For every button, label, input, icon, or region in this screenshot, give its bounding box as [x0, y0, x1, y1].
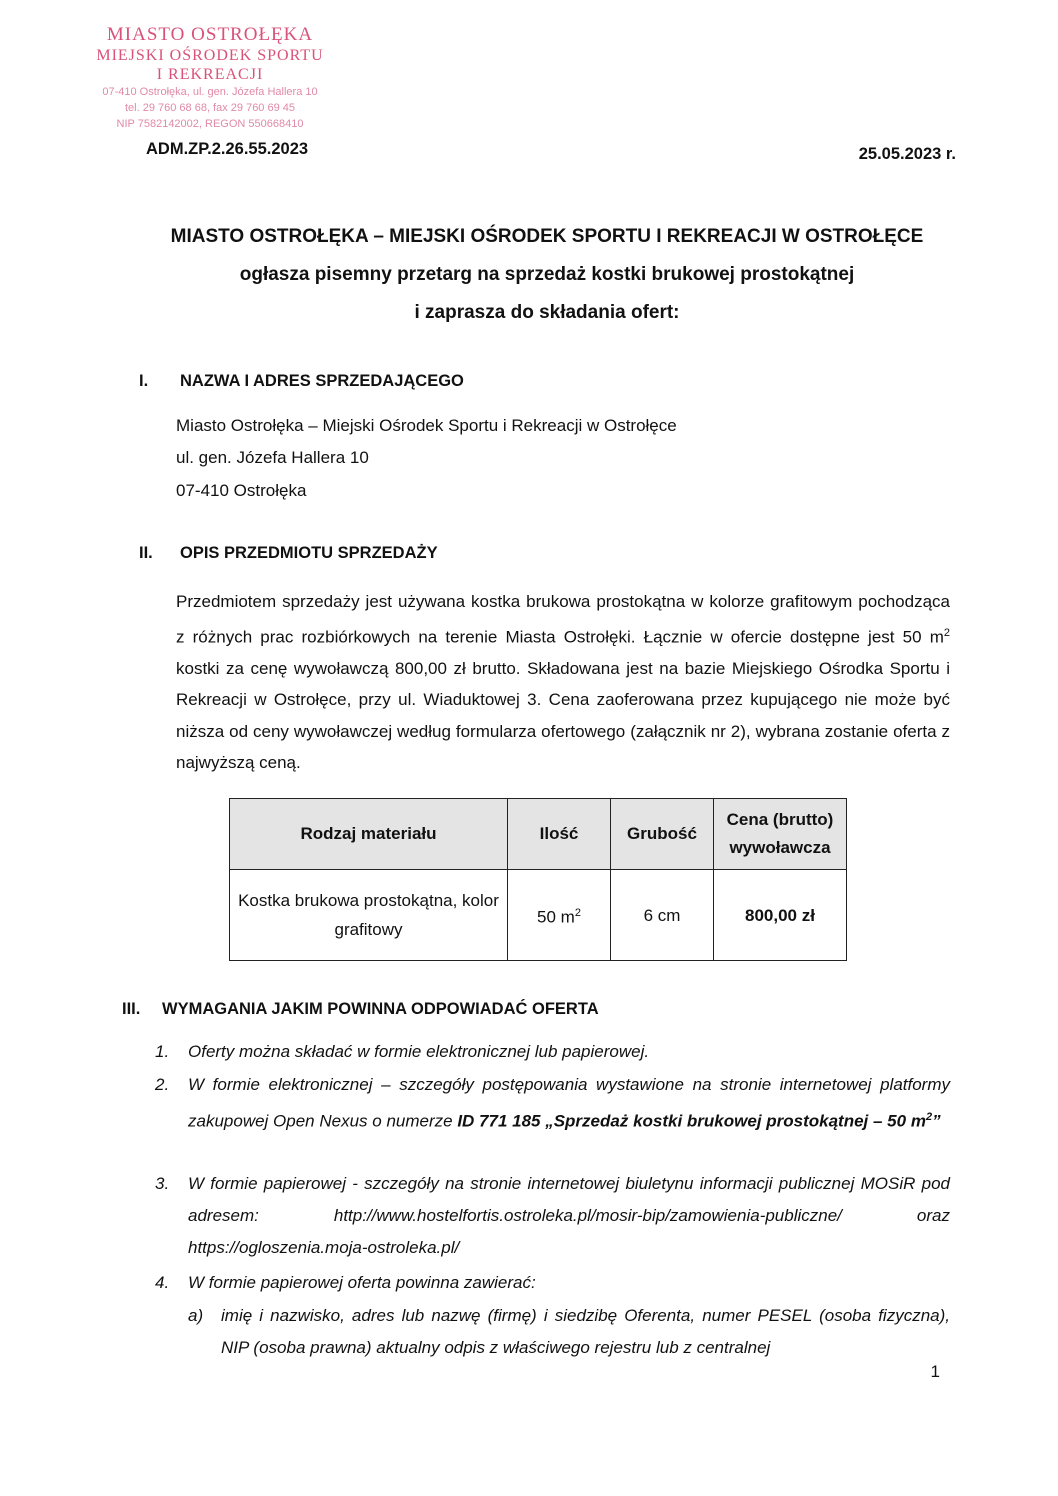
table-header: Cena (brutto) wywoławcza — [714, 799, 847, 870]
list-item-text-part: W formie elektronicznej – szczegóły postępowania wystawione na stronie internetowej platformy zakupowej Open Nexus o numerze — [188, 1075, 950, 1131]
stamp-line: MIEJSKI OŚRODEK SPORTU — [96, 47, 324, 64]
document-subtitle: ogłasza pisemny przetarg na sprzedaż kostki brukowej prostokątnej — [239, 264, 855, 285]
list-item — [155, 1036, 950, 1068]
list-number: 4. — [155, 1273, 170, 1292]
sub-list-item-text: imię i nazwisko, adres lub nazwę (firmę) i siedzibę Oferenta, numer PESEL (osoba fizyczna), NIP (osoba prawna) aktualny odpis z właściwego rejestru lub z centralnej — [221, 1306, 950, 1357]
list-number: 2. — [155, 1075, 170, 1094]
table-header: Grubość — [611, 799, 714, 870]
section-number: I. — [139, 372, 149, 390]
paragraph-text: Przedmiotem sprzedaży jest używana kostka brukowa prostokątna w kolorze grafitowym pochodząca z różnych prac rozbiórkowych na terenie Miasta Ostrołęki. Łącznie w ofercie dostępne jest 50 m — [176, 592, 950, 647]
superscript: 2 — [574, 906, 581, 919]
section-heading: OPIS PRZEDMIOTU SPRZEDAŻY — [180, 544, 438, 562]
table-cell-thickness: 6 cm — [611, 870, 714, 961]
document-date: 25.05.2023 r. — [858, 145, 956, 163]
closing-quote: ” — [932, 1111, 941, 1131]
list-item — [155, 1168, 950, 1264]
page-number: 1 — [930, 1362, 940, 1381]
list-number: 3. — [155, 1174, 170, 1193]
reference-number: ADM.ZP.2.26.55.2023 — [146, 140, 309, 158]
table-header-row — [230, 799, 847, 870]
list-item-text: W formie papierowej - szczegóły na stronie internetowej biuletynu informacji publicznej MOSiR pod adresem: http://www.hostelfortis.ostroleka.pl/mosir-bip/zamowienia-publiczne/ oraz https://ogloszenia.moja-ostroleka.pl/ — [188, 1174, 950, 1257]
paragraph-text: kostki za cenę wywoławczą 800,00 zł brutto. Składowana jest na bazie Miejskiego Ośrodka Sportu i Rekreacji w Ostrołęce, przy ul. Wiaduktowej 3. Cena zaoferowana przez kupującego nie może być niższa od ceny wywoławczej według formularza ofertowego (załącznik nr 2), wybrana zostanie oferta z najwyższą ceną. — [176, 658, 950, 773]
stamp-line: NIP 7582142002, REGON 550668410 — [116, 118, 304, 130]
list-item-text: W formie papierowej oferta powinna zawierać: — [188, 1273, 536, 1292]
table-row — [230, 870, 847, 961]
superscript: 2 — [925, 1111, 933, 1123]
stamp-line: tel. 29 760 68 68, fax 29 760 69 45 — [124, 102, 296, 114]
table-cell-material: Kostka brukowa prostokątna, kolor grafitowy — [230, 870, 508, 961]
material-table — [229, 798, 847, 961]
section-heading: NAZWA I ADRES SPRZEDAJĄCEGO — [180, 372, 464, 390]
section-heading: WYMAGANIA JAKIM POWINNA ODPOWIADAĆ OFERTA — [162, 1000, 599, 1018]
superscript: 2 — [943, 626, 950, 639]
list-item-text: Oferty można składać w formie elektronicznej lub papierowej. — [188, 1042, 650, 1061]
list-item — [155, 1069, 950, 1138]
list-number: 1. — [155, 1042, 170, 1061]
section-number: III. — [122, 1000, 141, 1018]
stamp-line: 07-410 Ostrołęka, ul. gen. Józefa Hallera 10 — [102, 86, 318, 98]
table-cell-quantity — [508, 870, 611, 961]
stamp-line: MIASTO OSTROŁĘKA — [106, 24, 314, 45]
table-header: Rodzaj materiału — [230, 799, 508, 870]
list-item — [155, 1267, 950, 1299]
description-paragraph — [176, 586, 950, 779]
table-cell-price: 800,00 zł — [714, 870, 847, 961]
address-line: 07-410 Ostrołęka — [176, 481, 307, 500]
quantity-value: 50 m — [537, 907, 575, 927]
stamp-line: I REKREACJI — [156, 66, 264, 83]
list-item-text — [188, 1069, 950, 1138]
table-header: Ilość — [508, 799, 611, 870]
address-line: ul. gen. Józefa Hallera 10 — [176, 448, 369, 467]
auction-id-text: ID 771 185 „Sprzedaż kostki brukowej prostokątnej – 50 m — [457, 1111, 926, 1131]
sub-list-letter: a) — [188, 1306, 204, 1325]
sub-list-item — [155, 1300, 950, 1364]
document-subtitle: i zaprasza do składania ofert: — [414, 302, 680, 323]
organization-stamp — [60, 24, 360, 132]
document-title: MIASTO OSTROŁĘKA – MIEJSKI OŚRODEK SPORTU I REKREACJI W OSTROŁĘCE — [170, 226, 924, 247]
section-number: II. — [139, 544, 153, 562]
address-line: Miasto Ostrołęka – Miejski Ośrodek Sportu i Rekreacji w Ostrołęce — [176, 416, 677, 435]
